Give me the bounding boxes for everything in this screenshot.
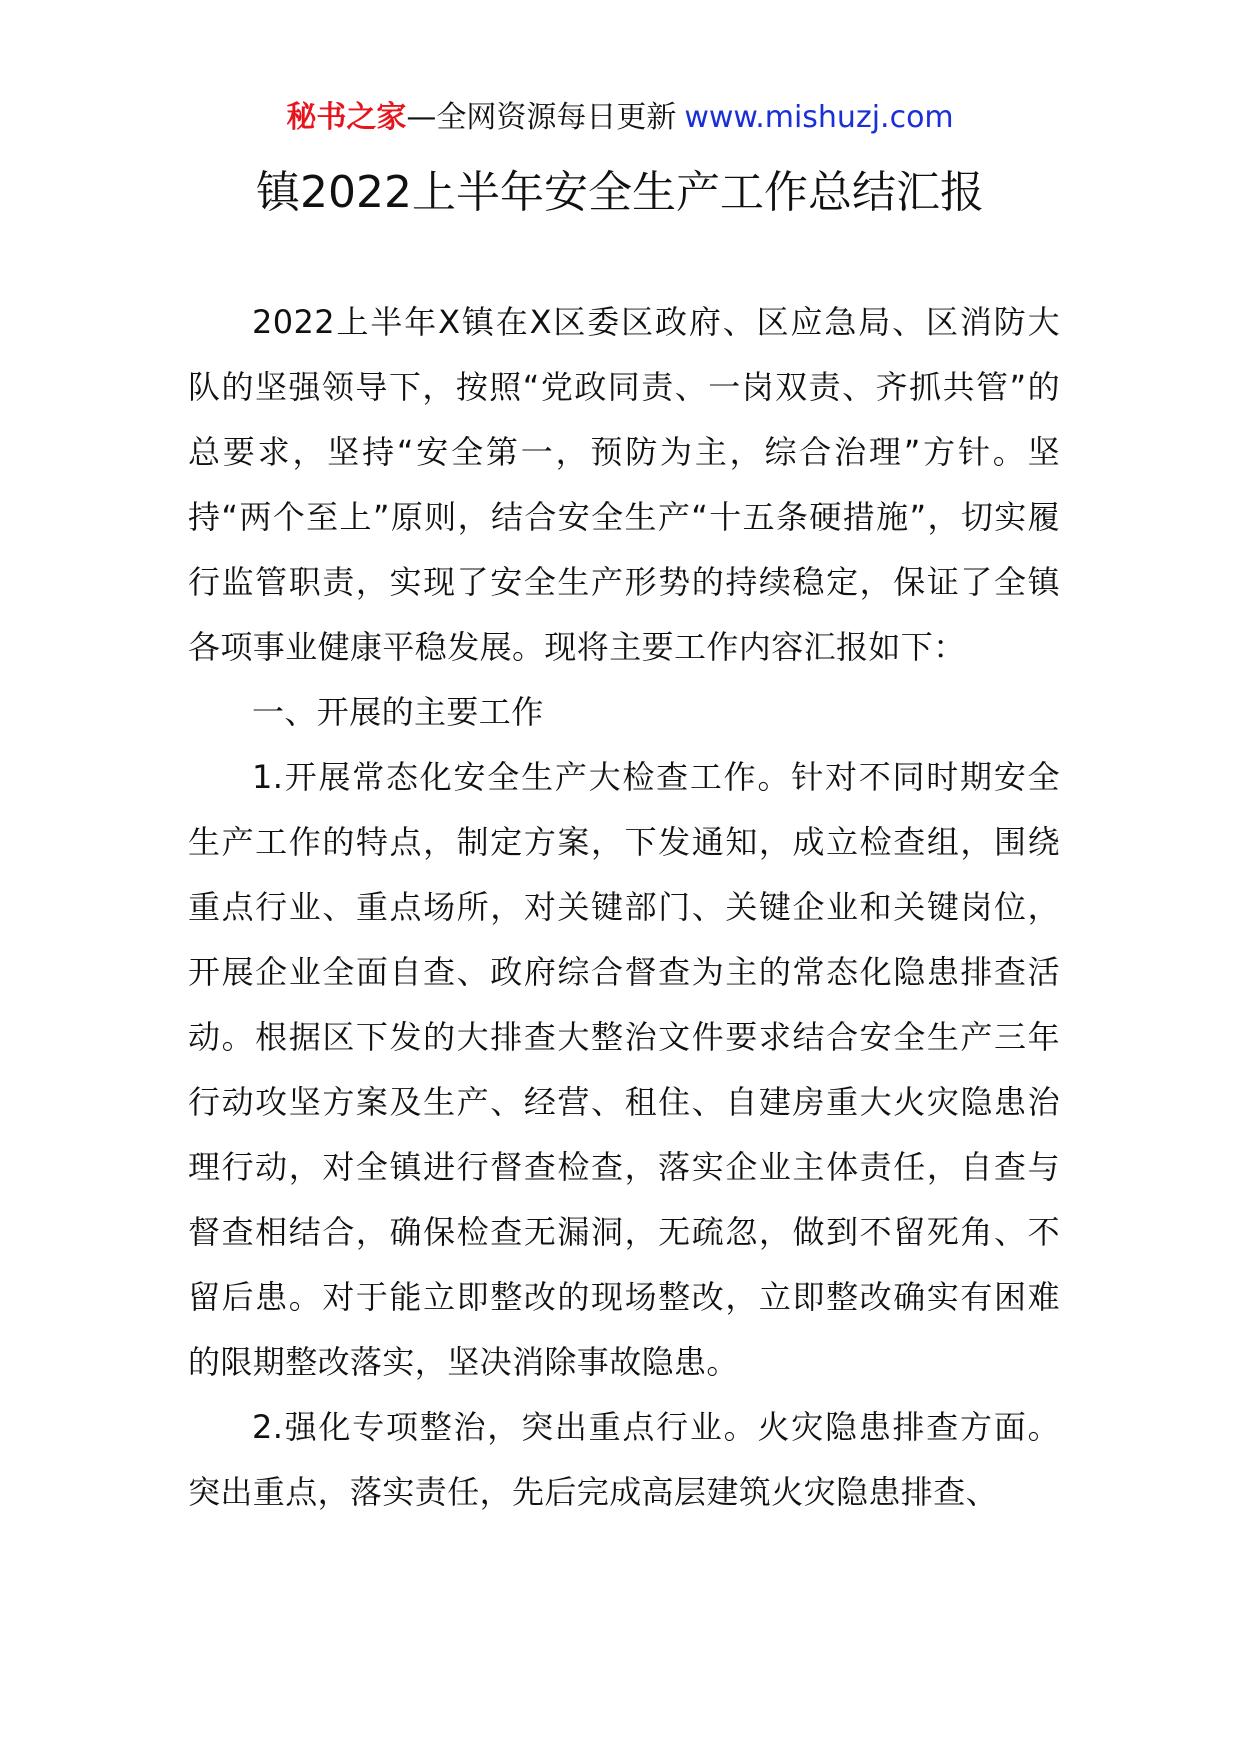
document-body	[188, 290, 1060, 1525]
item-2-paragraph: 2.强化专项整治，突出重点行业。火灾隐患排查方面。突出重点，落实责任，先后完成高层建筑火灾隐患排查、	[188, 1408, 1060, 1511]
site-header	[0, 98, 1240, 138]
document-title: 镇2022上半年安全生产工作总结汇报	[256, 167, 984, 218]
section-heading: 一、开展的主要工作	[252, 693, 544, 731]
item-1-paragraph: 1.开展常态化安全生产大检查工作。针对不同时期安全生产工作的特点，制定方案，下发通知，成立检查组，围绕重点行业、重点场所，对关键部门、关键企业和关键岗位，开展企业全面自查、政府综合督查为主的常态化隐患排查活动。根据区下发的大排查大整治文件要求结合安全生产三年行动攻坚方案及生产、经营、租住、自建房重大火灾隐患治理行动，对全镇进行督查检查，落实企业主体责任，自查与督查相结合，确保检查无漏洞，无疏忽，做到不留死角、不留后患。对于能立即整改的现场整改，立即整改确实有困难的限期整改落实，坚决消除事故隐患。	[188, 758, 1060, 1381]
intro-paragraph: 2022上半年X镇在X区委区政府、区应急局、区消防大队的坚强领导下，按照“党政同责、一岗双责、齐抓共管”的总要求，坚持“安全第一，预防为主，综合治理”方针。坚持“两个至上”原则，结合安全生产“十五条硬措施”，切实履行监管职责，实现了安全生产形势的持续稳定，保证了全镇各项事业健康平稳发展。现将主要工作内容汇报如下：	[188, 303, 1060, 666]
site-url[interactable]: www.mishuzj.com	[684, 100, 954, 135]
site-tagline: —全网资源每日更新	[406, 100, 677, 135]
site-brand: 秘书之家	[286, 100, 407, 135]
